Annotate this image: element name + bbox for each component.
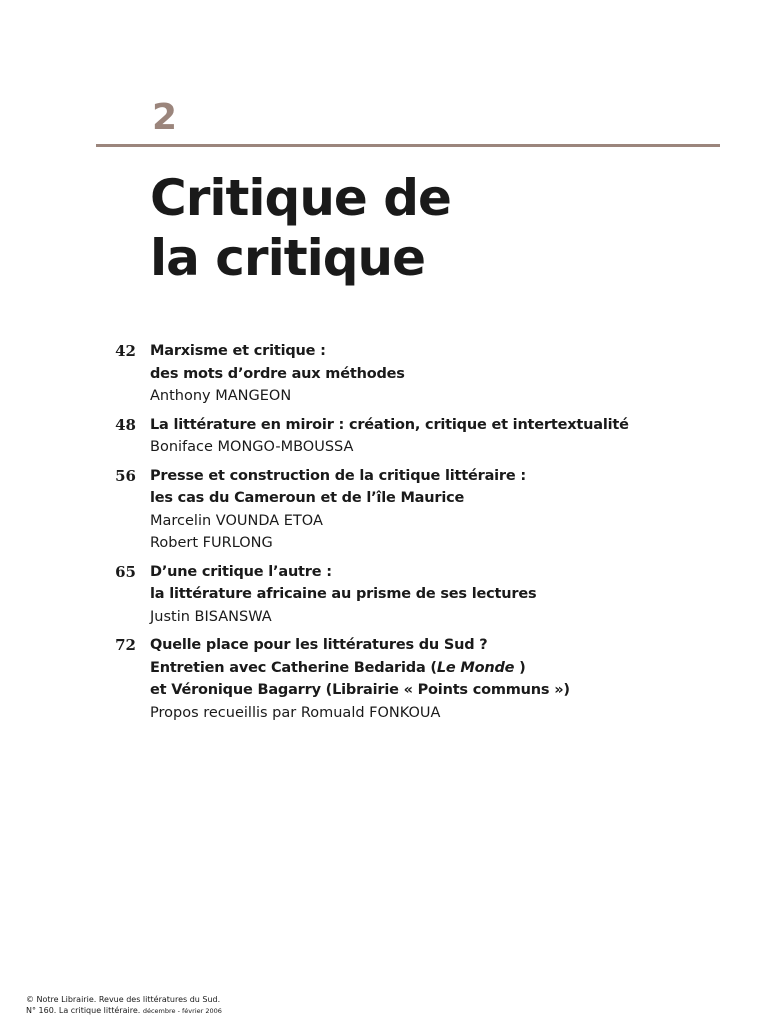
section-title-line-1: Critique de bbox=[150, 169, 451, 227]
toc-page-number: 65 bbox=[115, 562, 136, 581]
toc-author: Robert FURLONG bbox=[150, 535, 273, 551]
toc-entry[interactable] bbox=[96, 634, 716, 724]
newspaper-title: Le Monde bbox=[436, 659, 515, 676]
section-number: 2 bbox=[152, 97, 178, 138]
toc-author: Boniface MONGO-MBOUSSA bbox=[150, 439, 354, 455]
section-title-line-2: la critique bbox=[150, 229, 426, 287]
toc-heading-line: Quelle place pour les littératures du Sud ? bbox=[150, 637, 488, 653]
toc-author: Justin BISANSWA bbox=[150, 608, 272, 625]
toc-heading-line: les cas du Cameroun et de l’île Maurice bbox=[150, 490, 465, 506]
toc-heading-line: Marxisme et critique : bbox=[150, 343, 326, 359]
toc-author: Anthony MANGEON bbox=[150, 388, 292, 404]
toc-heading-line bbox=[150, 657, 716, 680]
table-of-contents bbox=[96, 340, 716, 730]
toc-entry[interactable] bbox=[96, 561, 716, 629]
toc-page-number: 42 bbox=[115, 342, 136, 360]
toc-author: Marcelin VOUNDA ETOA bbox=[150, 512, 323, 529]
toc-heading-text: ) bbox=[514, 659, 526, 676]
toc-page-number: 48 bbox=[115, 415, 136, 434]
footer-credit bbox=[26, 994, 222, 1017]
toc-heading-line: D’une critique l’autre : bbox=[150, 563, 332, 580]
footer-issue-title: N° 160. La critique littéraire. bbox=[26, 1006, 141, 1015]
toc-page-number: 56 bbox=[115, 466, 136, 485]
toc-entry[interactable] bbox=[96, 465, 716, 555]
toc-heading-line: La littérature en miroir : création, critique et intertextualité bbox=[150, 416, 629, 433]
toc-heading-line: et Véronique Bagarry (Librairie « Points communs ») bbox=[150, 682, 570, 698]
toc-heading-text: Entretien avec Catherine Bedarida ( bbox=[150, 659, 437, 676]
footer-copyright: © Notre Librairie. Revue des littératures du Sud. bbox=[26, 995, 221, 1004]
header-rule bbox=[96, 144, 720, 147]
footer-issue-date: décembre - février 2006 bbox=[142, 1007, 222, 1015]
footer-issue bbox=[26, 1005, 222, 1017]
toc-page-number: 72 bbox=[115, 636, 136, 654]
section-title bbox=[150, 168, 451, 288]
toc-entry[interactable] bbox=[96, 340, 716, 408]
toc-entry[interactable] bbox=[96, 414, 716, 459]
toc-heading-line: des mots d’ordre aux méthodes bbox=[150, 365, 405, 382]
toc-author: Propos recueillis par Romuald FONKOUA bbox=[150, 704, 441, 721]
toc-heading-line: Presse et construction de la critique littéraire : bbox=[150, 467, 526, 484]
toc-heading-line: la littérature africaine au prisme de ses lectures bbox=[150, 586, 537, 602]
